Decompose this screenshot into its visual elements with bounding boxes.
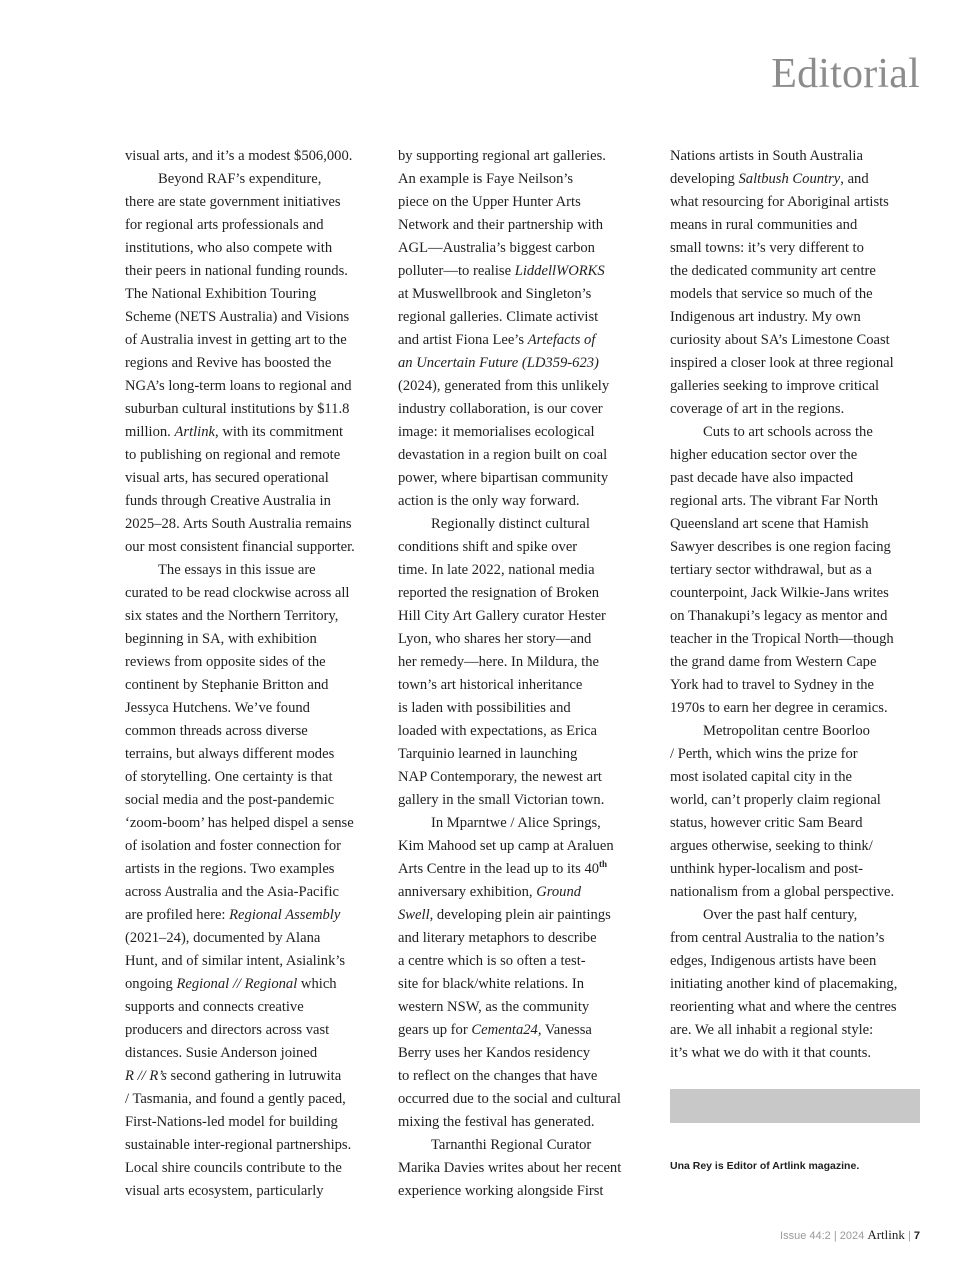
magazine-name: Artlink xyxy=(867,1227,905,1242)
paragraph: Regionally distinct cultural conditions shift and spike over time. In late 2022, national media reported the resignation of Broken Hill City Art Gallery curator Hester Lyon, who shares her story—and her remedy—here. In Mildura, the town’s art historical inheritance is laden with possibilities and loaded with expectations, as Erica Tarquinio learned in launching NAP Contemporary, the newest art gallery in the small Victorian town. xyxy=(398,516,606,808)
paragraph: by supporting regional art galleries. An example is Faye Neilson’s piece on the Upper Hunter Arts Network and their partnership with AGL—Australia’s biggest carbon polluter—to realise LiddellWORKS at Muswellbrook and Singleton’s regional galleries. Climate activist and artist Fiona Lee’s Artefacts of an Uncertain Future (LD359-623) (2024), generated from this unlikely industry collaboration, is our cover image: it memorialises ecological devastation in a region built on coal power, where bipartisan community action is the only way forward. xyxy=(398,148,610,509)
paragraph: Metropolitan centre Boorloo / Perth, which wins the prize for most isolated capital city in the world, can’t properly claim regional status, however critic Sam Beard argues otherwise, seeking to think/ unthink hyper-localism and post- nationalism from a global perspective. xyxy=(670,723,895,900)
page-number: 7 xyxy=(913,1230,920,1242)
article-column-3 xyxy=(670,145,922,1065)
issue-year: 2024 xyxy=(839,1230,865,1242)
article-column-2 xyxy=(398,145,650,1203)
paragraph: In Mparntwe / Alice Springs, Kim Mahood set up camp at Araluen Arts Centre in the lead up to its 40th anniversary exhibition, Ground Swell, developing plein air paintings and literary metaphors to describe a centre which is so often a test- site for black/white relations. In western NSW, as the community gears up for Cementa24, Vanessa Berry uses her Kandos residency to reflect on the changes that have occurred due to the social and cultural mixing the festival has generated. xyxy=(398,815,621,1130)
section-title: Editorial xyxy=(771,51,920,97)
decorative-grey-bar xyxy=(670,1089,920,1123)
paragraph: Beyond RAF’s expenditure, there are state government initiatives for regional arts professionals and institutions, who also compete with their peers in national funding rounds. The National Exhibition Touring Scheme (NETS Australia) and Visions of Australia invest in getting art to the regions and Revive has boosted the NGA’s long-term loans to regional and suburban cultural institutions by $11.8 million. Artlink, with its commitment to publishing on regional and remote visual arts, has secured operational funds through Creative Australia in 2025–28. Arts South Australia remains our most consistent financial supporter. xyxy=(125,171,355,555)
paragraph: The essays in this issue are curated to be read clockwise across all six states and the Northern Territory, beginning in SA, with exhibition reviews from opposite sides of the continent by Stephanie Britton and Jessyca Hutchens. We’ve found common threads across diverse terrains, but always different modes of storytelling. One certainty is that social media and the post-pandemic ‘zoom-boom’ has helped dispel a sense of isolation and foster connection for artists in the regions. Two examples across Australia and the Asia-Pacific are profiled here: Regional Assembly (2021–24), documented by Alana Hunt, and of similar intent, Asialink’s ongoing Regional // Regional which supports and connects creative producers and directors across vast distances. Susie Anderson joined R // R’s second gathering in lutruwita / Tasmania, and found a gently paced, First-Nations-led model for building sustainable inter-regional partnerships. Local shire councils contribute to the visual arts ecosystem, particularly xyxy=(125,562,354,1199)
paragraph: Cuts to art schools across the higher education sector over the past decade have also impacted regional arts. The vibrant Far North Queensland art scene that Hamish Sawyer describes is one region facing tertiary sector withdrawal, but as a counterpoint, Jack Wilkie-Jans writes on Thanakupi’s legacy as mentor and teacher in the Tropical North—though the grand dame from Western Cape York had to travel to Sydney in the 1970s to earn her degree in ceramics. xyxy=(670,424,894,716)
page-footer xyxy=(780,1227,920,1243)
paragraph: Tarnanthi Regional Curator Marika Davies writes about her recent experience working alongside First xyxy=(398,1137,622,1199)
article-column-1 xyxy=(125,145,377,1203)
paragraph: visual arts, and it’s a modest $506,000. xyxy=(125,148,353,164)
footer-separator: | xyxy=(833,1230,837,1242)
author-byline: Una Rey is Editor of Artlink magazine. xyxy=(670,1160,860,1172)
footer-separator: | xyxy=(907,1230,911,1242)
issue-number: Issue 44:2 xyxy=(780,1230,831,1242)
paragraph: Nations artists in South Australia developing Saltbush Country, and what resourcing for Aboriginal artists means in rural communities and small towns: it’s very different to the dedicated community art centre models that service so much of the Indigenous art industry. My own curiosity about SA’s Limestone Coast inspired a closer look at three regional galleries seeking to improve critical coverage of art in the regions. xyxy=(670,148,894,417)
paragraph: Over the past half century, from central Australia to the nation’s edges, Indigenous artists have been initiating another kind of placemaking, reorienting what and where the centres are. We all inhabit a regional style: it’s what we do with it that counts. xyxy=(670,907,898,1061)
